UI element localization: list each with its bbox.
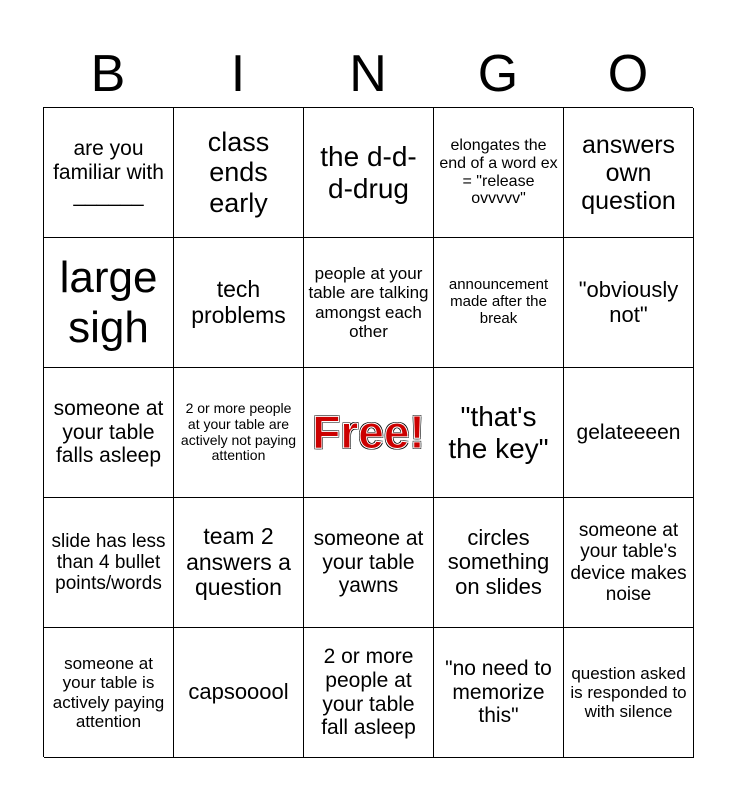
bingo-cell[interactable]: the d-d-d-drug — [304, 108, 434, 238]
bingo-cell[interactable]: announcement made after the break — [434, 238, 564, 368]
bingo-cell[interactable]: are you familiar with ______ — [44, 108, 174, 238]
bingo-cell[interactable]: tech problems — [174, 238, 304, 368]
bingo-cell[interactable]: slide has less than 4 bullet points/words — [44, 498, 174, 628]
header-letter-o: O — [607, 45, 649, 103]
bingo-cell[interactable]: circles something on slides — [434, 498, 564, 628]
bingo-cell[interactable]: team 2 answers a question — [174, 498, 304, 628]
bingo-cell[interactable]: elongates the end of a word ex = "release ovvvvv" — [434, 108, 564, 238]
bingo-cell[interactable]: someone at your table is actively paying attention — [44, 628, 174, 758]
bingo-cell[interactable]: someone at your table's device makes noise — [564, 498, 694, 628]
bingo-cell[interactable]: people at your table are talking amongst each other — [304, 238, 434, 368]
bingo-cell[interactable]: 2 or more people at your table fall asleep — [304, 628, 434, 758]
header-letter-b: B — [90, 45, 126, 103]
bingo-cell[interactable]: someone at your table falls asleep — [44, 368, 174, 498]
header-letter-g: G — [477, 45, 519, 103]
free-space[interactable]: Free! — [304, 368, 434, 498]
header-letter-n: N — [349, 45, 387, 103]
bingo-cell[interactable]: question asked is responded to with silence — [564, 628, 694, 758]
bingo-cell[interactable]: gelateeeen — [564, 368, 694, 498]
bingo-cell[interactable]: 2 or more people at your table are actively not paying attention — [174, 368, 304, 498]
bingo-cell[interactable]: answers own question — [564, 108, 694, 238]
bingo-header — [43, 40, 693, 108]
bingo-cell[interactable]: large sigh — [44, 238, 174, 368]
bingo-cell[interactable]: someone at your table yawns — [304, 498, 434, 628]
bingo-cell[interactable]: "no need to memorize this" — [434, 628, 564, 758]
bingo-grid — [43, 107, 693, 757]
bingo-cell[interactable]: class ends early — [174, 108, 304, 238]
header-letter-i: I — [230, 45, 246, 103]
bingo-cell[interactable]: capsooool — [174, 628, 304, 758]
bingo-cell[interactable]: "obviously not" — [564, 238, 694, 368]
bingo-cell[interactable]: "that's the key" — [434, 368, 564, 498]
